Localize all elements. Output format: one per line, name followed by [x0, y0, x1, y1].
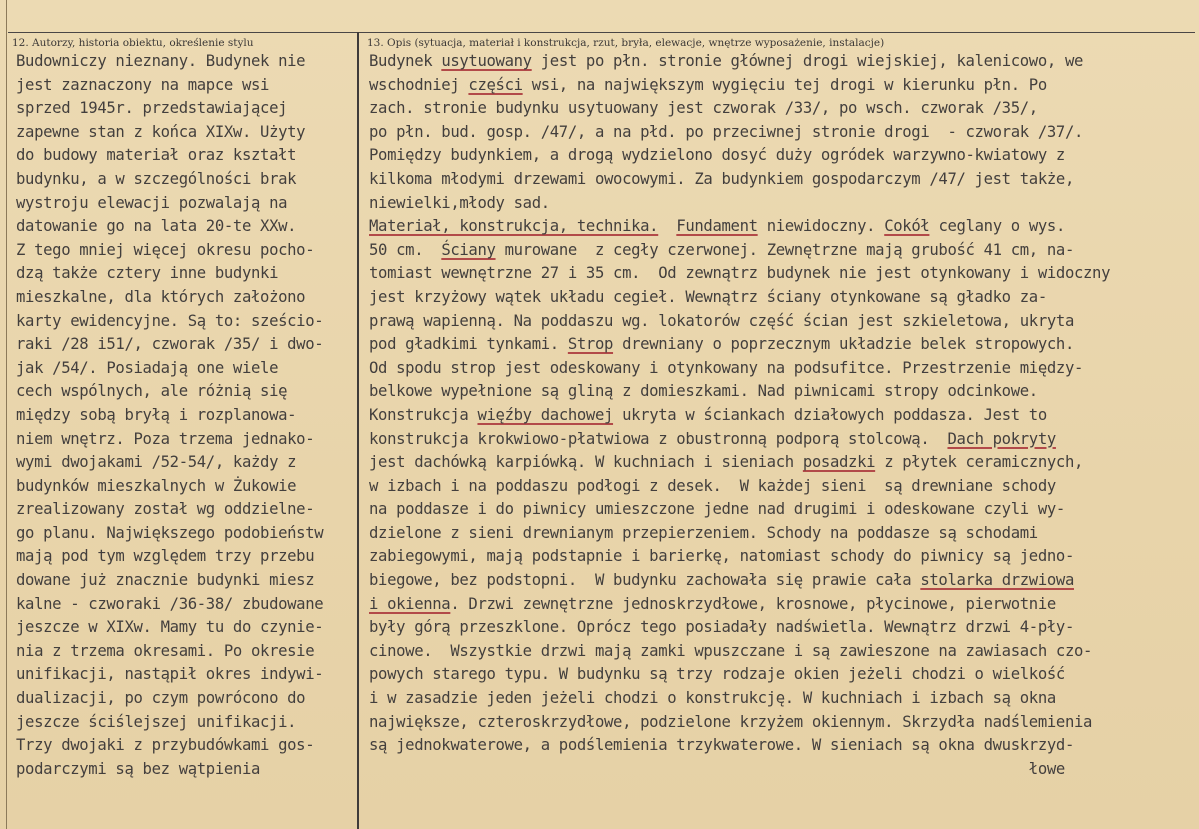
underlined-term: więźby dachowej: [477, 405, 614, 424]
description-line: prawą wapienną. Na poddaszu wg. lokatorów część ścian jest szkieletowa, ukryta: [369, 311, 1074, 330]
underlined-term: usytuowany: [441, 52, 532, 70]
underlined-term: Fundament: [676, 217, 758, 236]
description-line: wschodniej części wsi, na największym wygięciu tej drogi w kierunku płn. Po: [369, 75, 1047, 94]
description-line: i w zasadzie jeden jeżeli chodzi o konstrukcję. W kuchniach i izbach są okna: [369, 689, 1056, 708]
description-line: zach. stronie budynku usytuowany jest czworak /33/, po wsch. czworak /35/,: [369, 99, 1038, 118]
history-line: jeszcze ściślejszej unifikacji.: [16, 712, 297, 731]
description-line: biegowe, bez podstopni. W budynku zachowała się prawie cała stolarka drzwiowa: [369, 571, 1074, 590]
history-line: wymi dwojakami /52-54/, każdy z: [16, 453, 297, 472]
description-line: na poddasze i do piwnicy umieszczone jedne nad drugimi i odeskowane czyli wy-: [369, 500, 1065, 519]
description-line: Budynek usytuowany jest po płn. stronie głównej drogi wiejskiej, kalenicowo, we: [369, 52, 1084, 70]
column-divider: [357, 32, 359, 829]
history-line: nia z trzema okresami. Po okresie: [16, 641, 315, 660]
history-line: dualizacji, po czym powrócono do: [16, 689, 306, 708]
underlined-term: i okienna: [369, 594, 451, 613]
section-13-heading: 13. Opis (sytuacja, materiał i konstrukcja, rzut, bryła, elewacje, wnętrze wyposażenie, instalacje): [367, 37, 885, 49]
underlined-term: Ściany: [441, 240, 496, 259]
description-line: zabiegowymi, mają podstapnie i barierkę, natomiast schody do piwnicy są jedno-: [369, 547, 1074, 566]
history-line: karty ewidencyjne. Są to: sześcio-: [16, 311, 324, 330]
description-line: i okienna. Drzwi zewnętrzne jednoskrzydłowe, krosnowe, płycinowe, pierwotnie: [369, 594, 1056, 613]
underlined-term: Strop: [567, 335, 614, 354]
description-line: dzielone z sieni drewnianym przepierzeniem. Schody na poddasze są schodami: [369, 523, 1038, 542]
section-12-heading: 12. Autorzy, historia obiektu, określenie stylu: [12, 37, 254, 49]
history-line: niem wnętrz. Poza trzema jednako-: [16, 429, 315, 448]
description-line: Materiał, konstrukcja, technika. Fundament niewidoczny. Cokół ceglany o wys.: [369, 217, 1065, 236]
history-line: budynku, a w szczególności brak: [16, 169, 297, 188]
history-line: jak /54/. Posiadają one wiele: [16, 358, 279, 377]
history-line: mieszkalne, dla których założono: [16, 287, 306, 306]
description-line: kilkoma młodymi drzewami owocowymi. Za budynkiem gospodarczym /47/ jest także,: [369, 169, 1074, 188]
history-line: dowane już znacznie budynki miesz: [16, 571, 315, 590]
history-line: mają pod tym względem trzy przebu: [16, 547, 315, 566]
description-line: Pomiędzy budynkiem, a drogą wydzielono dosyć duży ogródek warzywno-kwiatowy z: [369, 146, 1065, 165]
description-line: powych starego typu. W budynku są trzy rodzaje okien jeżeli chodzi o wielkość: [369, 665, 1065, 684]
history-line: zapewne stan z końca XIXw. Użyty: [16, 122, 306, 141]
header-rule: [8, 32, 1195, 33]
history-line: dzą także cztery inne budynki: [16, 264, 279, 283]
underlined-term: stolarka drzwiowa: [920, 571, 1074, 590]
description-line: były górą przeszklone. Oprócz tego posiadały nadświetla. Wewnątrz drzwi 4-pły-: [369, 618, 1074, 637]
description-line: po płn. bud. gosp. /47/, a na płd. po przeciwnej stronie drogi - czworak /37/.: [369, 122, 1084, 141]
history-line: do budowy materiał oraz kształt: [16, 146, 297, 165]
description-line: 50 cm. Ściany murowane z cegły czerwonej. Zewnętrzne mają grubość 41 cm, na-: [369, 240, 1074, 259]
history-line: kalne - czworaki /36-38/ zbudowane: [16, 594, 324, 613]
history-line: między sobą bryłą i rozplanowa-: [16, 405, 297, 424]
description-line: cinowe. Wszystkie drzwi mają zamki wpuszczane i są zawieszone na zawiasach czo-: [369, 641, 1093, 660]
description-line: konstrukcja krokwiowo-płatwiowa z obustronną podporą stolcową. Dach pokryty: [369, 429, 1056, 448]
underlined-term: części: [468, 75, 523, 94]
history-line: jeszcze w XIXw. Mamy tu do czynie-: [16, 618, 324, 637]
card-edge: [6, 0, 7, 829]
history-line: Budowniczy nieznany. Budynek nie: [16, 52, 306, 70]
underlined-term: posadzki: [802, 453, 876, 472]
history-text-column: [16, 50, 354, 781]
underlined-term: Dach pokryty: [947, 429, 1056, 448]
description-line: pod gładkimi tynkami. Strop drewniany o poprzecznym układzie belek stropowych.: [369, 335, 1074, 354]
history-line: unifikacji, nastąpił okres indywi-: [16, 665, 324, 684]
history-line: go planu. Największego podobieństw: [16, 523, 324, 542]
description-line: są jednokwaterowe, a podślemienia trzykwaterowe. W sieniach są okna dwuskrzyd-: [369, 736, 1074, 755]
history-line: datowanie go na lata 20-te XXw.: [16, 217, 297, 236]
underlined-term: Materiał, konstrukcja, technika.: [369, 217, 659, 236]
description-line: tomiast wewnętrzne 27 i 35 cm. Od zewnątrz budynek nie jest otynkowany i widoczny: [369, 264, 1111, 283]
history-line: raki /28 i51/, czworak /35/ i dwo-: [16, 335, 324, 354]
description-line: największe, czteroskrzydłowe, podzielone krzyżem okiennym. Skrzydła nadślemienia: [369, 712, 1093, 731]
history-line: Trzy dwojaki z przybudówkami gos-: [16, 736, 315, 755]
description-line: jest dachówką karpiówką. W kuchniach i sieniach posadzki z płytek ceramicznych,: [369, 453, 1084, 472]
underlined-term: Cokół: [884, 217, 930, 236]
history-line: jest zaznaczony na mapce wsi: [16, 75, 270, 94]
history-line: sprzed 1945r. przedstawiającej: [16, 99, 288, 118]
history-line: podarczymi są bez wątpienia: [16, 759, 261, 778]
description-line: belkowe wypełnione są gliną z domieszkami. Nad piwnicami stropy odcinkowe.: [369, 382, 1038, 401]
description-text-column: [369, 50, 1195, 781]
description-line: łowe: [369, 759, 1065, 778]
history-line: zrealizowany został wg oddzielne-: [16, 500, 315, 519]
history-line: Z tego mniej więcej okresu pocho-: [16, 240, 315, 259]
description-line: Od spodu strop jest odeskowany i otynkowany na podsufitce. Przestrzenie między-: [369, 358, 1084, 377]
description-line: jest krzyżowy wątek układu cegieł. Wewnątrz ściany otynkowane są gładko za-: [369, 287, 1047, 306]
description-line: niewielki,młody sad.: [369, 193, 550, 212]
history-line: wystroju elewacji pozwalają na: [16, 193, 288, 212]
description-line: w izbach i na poddaszu podłogi z desek. W każdej sieni są drewniane schody: [369, 476, 1056, 495]
history-line: cech wspólnych, ale różnią się: [16, 382, 288, 401]
description-line: Konstrukcja więźby dachowej ukryta w ściankach działowych poddasza. Jest to: [369, 405, 1047, 424]
history-line: budynków mieszkalnych w Żukowie: [16, 476, 297, 495]
